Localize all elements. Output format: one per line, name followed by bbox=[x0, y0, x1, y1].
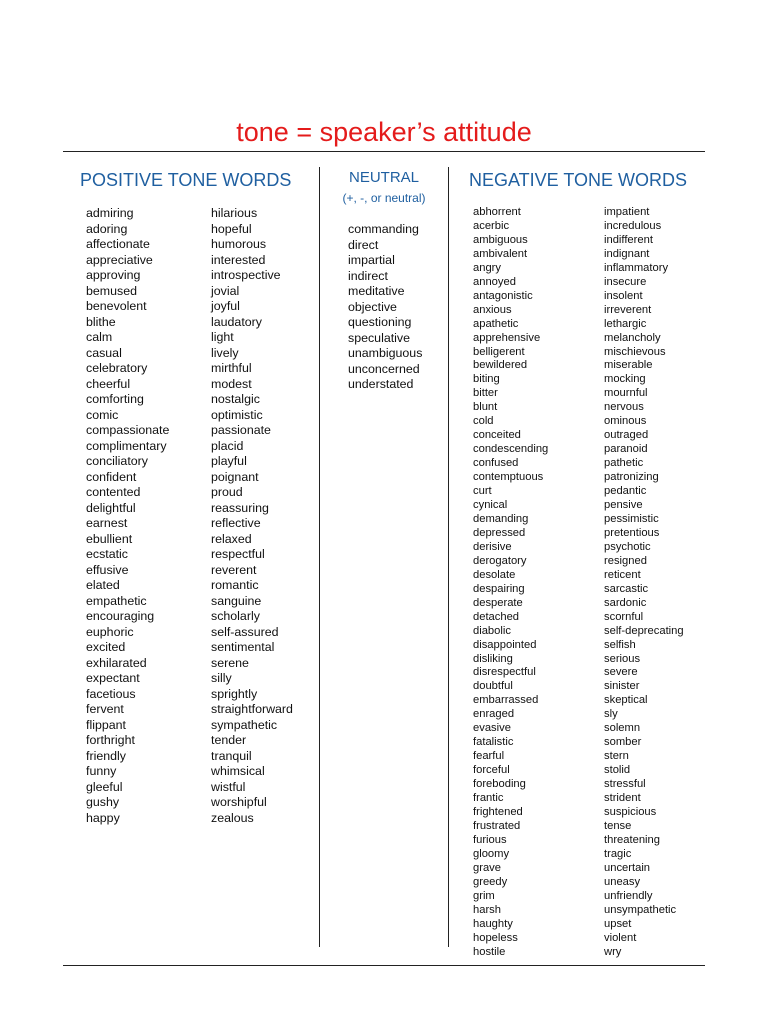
tone-word: greedy bbox=[473, 875, 508, 888]
tone-word: derisive bbox=[473, 540, 512, 553]
page-title: tone = speaker’s attitude bbox=[236, 117, 532, 147]
bottom-divider bbox=[63, 965, 705, 966]
tone-word: uncertain bbox=[604, 861, 651, 874]
tone-word: bemused bbox=[86, 283, 137, 298]
tone-word: affectionate bbox=[86, 237, 150, 251]
tone-word: harsh bbox=[473, 903, 501, 916]
tone-word: melancholy bbox=[604, 331, 661, 344]
tone-word: reassuring bbox=[211, 500, 269, 515]
tone-word: miserable bbox=[604, 359, 653, 372]
tone-word: sentimental bbox=[211, 640, 275, 654]
tone-word: apathetic bbox=[473, 317, 519, 330]
tone-word: empathetic bbox=[86, 593, 147, 608]
tone-word: anxious bbox=[473, 303, 512, 316]
tone-word: furious bbox=[473, 833, 507, 846]
tone-word: mocking bbox=[604, 373, 646, 386]
tone-word: nervous bbox=[604, 401, 644, 414]
tone-word: sprightly bbox=[211, 686, 258, 701]
tone-word: conceited bbox=[473, 429, 521, 442]
tone-word: unambiguous bbox=[348, 346, 423, 360]
tone-word: tranquil bbox=[211, 748, 252, 763]
tone-word: condescending bbox=[473, 443, 549, 456]
tone-word: solemn bbox=[604, 722, 641, 735]
tone-word: belligerent bbox=[473, 345, 525, 358]
tone-word: despairing bbox=[473, 582, 525, 595]
tone-word: sardonic bbox=[604, 596, 647, 609]
tone-word: doubtful bbox=[473, 680, 513, 693]
tone-word: friendly bbox=[86, 748, 126, 763]
tone-word: fervent bbox=[86, 702, 124, 716]
tone-word: disrespectful bbox=[473, 666, 536, 679]
tone-word: sympathetic bbox=[211, 717, 278, 732]
tone-word: exhilarated bbox=[86, 655, 147, 670]
tone-word: evasive bbox=[473, 722, 511, 735]
tone-word: scholarly bbox=[211, 609, 260, 623]
neutral-heading: NEUTRAL bbox=[348, 169, 419, 186]
tone-word: sinister bbox=[604, 680, 640, 693]
tone-word: biting bbox=[473, 373, 500, 386]
tone-word: self-deprecating bbox=[604, 624, 684, 637]
tone-word: silly bbox=[211, 671, 232, 685]
tone-word: hopeful bbox=[211, 221, 252, 236]
tone-word: appreciative bbox=[86, 252, 153, 267]
tone-word: antagonistic bbox=[473, 289, 533, 302]
tone-word: psychotic bbox=[604, 540, 651, 553]
tone-word: pensive bbox=[604, 499, 643, 512]
tone-word: stressful bbox=[604, 778, 646, 791]
tone-word: calm bbox=[86, 330, 113, 344]
divider-neutral-negative bbox=[448, 167, 449, 947]
tone-word: uneasy bbox=[604, 875, 641, 888]
tone-word: happy bbox=[86, 810, 120, 825]
tone-word: threatening bbox=[604, 833, 660, 846]
tone-word: cheerful bbox=[86, 376, 131, 391]
tone-word: meditative bbox=[348, 284, 405, 298]
tone-word: encouraging bbox=[86, 609, 155, 623]
tone-word: direct bbox=[348, 237, 379, 252]
tone-word: approving bbox=[86, 268, 141, 282]
tone-word: indirect bbox=[348, 268, 388, 283]
tone-word: incredulous bbox=[604, 219, 662, 232]
tone-word: insecure bbox=[604, 275, 647, 288]
tone-word: romantic bbox=[211, 578, 259, 592]
tone-word: desperate bbox=[473, 596, 523, 609]
tone-word: casual bbox=[86, 345, 122, 360]
tone-word: unsympathetic bbox=[604, 903, 677, 916]
tone-word: disappointed bbox=[473, 638, 537, 651]
tone-word: excited bbox=[86, 640, 126, 654]
tone-word: cynical bbox=[473, 499, 508, 512]
neutral-words-column bbox=[348, 222, 422, 393]
tone-word: cold bbox=[473, 415, 494, 428]
tone-word: relaxed bbox=[211, 531, 252, 546]
tone-word: grave bbox=[473, 861, 501, 874]
tone-word: ecstatic bbox=[86, 547, 129, 561]
tone-word: comic bbox=[86, 407, 119, 422]
tone-word: interested bbox=[211, 252, 266, 267]
negative-words-column-2 bbox=[604, 206, 684, 959]
tone-word: mirthful bbox=[211, 361, 252, 375]
tone-word: embarrassed bbox=[473, 694, 539, 707]
tone-word: pretentious bbox=[604, 526, 660, 539]
tone-word: annoyed bbox=[473, 275, 516, 288]
tone-word: mournful bbox=[604, 387, 648, 400]
tone-word: paranoid bbox=[604, 443, 648, 456]
tone-word: confused bbox=[473, 457, 519, 470]
tone-word: proud bbox=[211, 485, 243, 499]
tone-word: poignant bbox=[211, 469, 259, 484]
tone-word: contemptuous bbox=[473, 471, 544, 484]
tone-word: admiring bbox=[86, 206, 134, 220]
tone-word: delightful bbox=[86, 500, 136, 515]
tone-word: understated bbox=[348, 377, 414, 391]
tone-word: irreverent bbox=[604, 303, 652, 316]
tone-word: laudatory bbox=[211, 314, 262, 329]
divider-positive-neutral bbox=[319, 167, 320, 947]
tone-word: gushy bbox=[86, 795, 120, 809]
tone-word: resigned bbox=[604, 554, 647, 567]
tone-word: modest bbox=[211, 376, 252, 391]
tone-word: mischievous bbox=[604, 345, 666, 358]
positive-words-column-2 bbox=[211, 206, 293, 826]
tone-word: introspective bbox=[211, 268, 281, 282]
tone-word: derogatory bbox=[473, 554, 527, 567]
negative-words-column-1 bbox=[473, 206, 548, 959]
tone-word: nostalgic bbox=[211, 392, 260, 406]
tone-word: suspicious bbox=[604, 805, 657, 818]
tone-word: reticent bbox=[604, 568, 641, 581]
tone-word: benevolent bbox=[86, 299, 147, 313]
tone-word: disliking bbox=[473, 652, 513, 665]
tone-word: celebratory bbox=[86, 361, 148, 375]
tone-word: stolid bbox=[604, 764, 631, 777]
tone-word: gloomy bbox=[473, 847, 510, 860]
tone-word: forceful bbox=[473, 764, 510, 777]
tone-word: frightened bbox=[473, 805, 523, 818]
tone-word: reverent bbox=[211, 562, 257, 577]
tone-word: ambivalent bbox=[473, 247, 528, 260]
tone-word: sanguine bbox=[211, 593, 262, 608]
tone-word: jovial bbox=[211, 283, 240, 298]
tone-word: humorous bbox=[211, 237, 267, 251]
tone-word: flippant bbox=[86, 717, 126, 732]
tone-word: tense bbox=[604, 819, 632, 832]
tone-word: questioning bbox=[348, 315, 412, 329]
tone-word: euphoric bbox=[86, 624, 134, 639]
tone-word: earnest bbox=[86, 516, 128, 530]
tone-word: comforting bbox=[86, 392, 144, 406]
tone-word: blithe bbox=[86, 314, 116, 329]
tone-word: straightforward bbox=[211, 702, 293, 716]
tone-word: ominous bbox=[604, 415, 647, 428]
tone-word: ambiguous bbox=[473, 233, 528, 246]
tone-word: impartial bbox=[348, 253, 395, 267]
tone-word: detached bbox=[473, 610, 520, 623]
tone-word: lethargic bbox=[604, 317, 647, 330]
tone-word: scornful bbox=[604, 610, 644, 623]
tone-word: placid bbox=[211, 438, 244, 453]
tone-word: lively bbox=[211, 345, 239, 360]
tone-word: skeptical bbox=[604, 694, 648, 707]
tone-word: pessimistic bbox=[604, 512, 659, 525]
tone-word: apprehensive bbox=[473, 331, 541, 344]
tone-word: strident bbox=[604, 792, 641, 805]
tone-word: hilarious bbox=[211, 206, 258, 220]
tone-word: indifferent bbox=[604, 233, 653, 246]
tone-word: passionate bbox=[211, 423, 271, 437]
tone-word: zealous bbox=[211, 810, 254, 825]
top-divider bbox=[63, 151, 705, 152]
tone-word: ebullient bbox=[86, 531, 133, 546]
tone-word: light bbox=[211, 330, 234, 344]
tone-word: acerbic bbox=[473, 219, 510, 232]
tone-word: optimistic bbox=[211, 407, 263, 422]
positive-words-column-1 bbox=[86, 206, 169, 826]
tone-word: bewildered bbox=[473, 359, 528, 372]
tone-word: commanding bbox=[348, 222, 419, 236]
tone-word: sarcastic bbox=[604, 582, 649, 595]
tone-word: wistful bbox=[211, 779, 246, 794]
tone-word: desolate bbox=[473, 568, 516, 581]
tone-word: joyful bbox=[211, 299, 240, 313]
tone-word: tender bbox=[211, 733, 247, 747]
tone-word: pathetic bbox=[604, 457, 644, 470]
tone-word: respectful bbox=[211, 547, 265, 561]
tone-word: upset bbox=[604, 917, 632, 930]
tone-word: impatient bbox=[604, 206, 650, 218]
tone-word: elated bbox=[86, 578, 120, 592]
tone-word: curt bbox=[473, 485, 492, 498]
tone-word: pedantic bbox=[604, 485, 647, 498]
tone-word: objective bbox=[348, 299, 397, 314]
tone-word: abhorrent bbox=[473, 206, 521, 218]
tone-word: frantic bbox=[473, 792, 504, 805]
tone-word: funny bbox=[86, 764, 117, 778]
tone-word: indignant bbox=[604, 247, 650, 260]
tone-word: self-assured bbox=[211, 624, 279, 639]
tone-word: blunt bbox=[473, 401, 498, 414]
tone-word: stern bbox=[604, 750, 629, 763]
tone-word: expectant bbox=[86, 671, 140, 685]
tone-word: outraged bbox=[604, 429, 649, 442]
tone-word: unconcerned bbox=[348, 361, 420, 376]
tone-word: diabolic bbox=[473, 624, 511, 637]
tone-word: tragic bbox=[604, 847, 632, 860]
tone-word: complimentary bbox=[86, 438, 167, 453]
tone-word: serious bbox=[604, 652, 641, 665]
tone-word: gleeful bbox=[86, 779, 123, 794]
tone-word: adoring bbox=[86, 221, 128, 236]
tone-word: forthright bbox=[86, 733, 135, 747]
tone-word: reflective bbox=[211, 516, 261, 530]
tone-word: bitter bbox=[473, 387, 498, 400]
tone-word: haughty bbox=[473, 917, 513, 930]
tone-word: worshipful bbox=[211, 795, 267, 809]
negative-heading: NEGATIVE TONE WORDS bbox=[469, 170, 688, 190]
tone-word: serene bbox=[211, 655, 249, 670]
tone-word: speculative bbox=[348, 330, 410, 345]
tone-word: effusive bbox=[86, 562, 129, 577]
tone-word: confident bbox=[86, 469, 137, 484]
positive-heading: POSITIVE TONE WORDS bbox=[80, 170, 292, 190]
tone-word: frustrated bbox=[473, 819, 521, 832]
tone-word: grim bbox=[473, 889, 495, 902]
tone-word: somber bbox=[604, 736, 642, 749]
tone-word: fatalistic bbox=[473, 736, 514, 749]
tone-word: facetious bbox=[86, 686, 136, 701]
tone-word: sly bbox=[604, 708, 618, 721]
tone-word: conciliatory bbox=[86, 454, 148, 468]
tone-word: hopeless bbox=[473, 931, 518, 944]
tone-word: contented bbox=[86, 485, 141, 499]
tone-word: unfriendly bbox=[604, 889, 653, 902]
tone-word: compassionate bbox=[86, 423, 170, 437]
neutral-subheading: (+, -, or neutral) bbox=[342, 191, 426, 205]
tone-word: selfish bbox=[604, 638, 636, 651]
tone-word: enraged bbox=[473, 708, 515, 721]
tone-word: violent bbox=[604, 931, 637, 944]
tone-word: playful bbox=[211, 454, 247, 468]
tone-word: inflammatory bbox=[604, 261, 669, 274]
tone-word: wry bbox=[604, 945, 622, 958]
tone-word: hostile bbox=[473, 945, 506, 958]
tone-word: demanding bbox=[473, 512, 529, 525]
tone-word: foreboding bbox=[473, 778, 526, 791]
tone-word: depressed bbox=[473, 526, 526, 539]
tone-word: insolent bbox=[604, 289, 643, 302]
tone-word: patronizing bbox=[604, 471, 659, 484]
tone-word: fearful bbox=[473, 750, 505, 763]
tone-word: severe bbox=[604, 666, 638, 679]
tone-word: whimsical bbox=[211, 764, 265, 778]
tone-word: angry bbox=[473, 261, 501, 274]
